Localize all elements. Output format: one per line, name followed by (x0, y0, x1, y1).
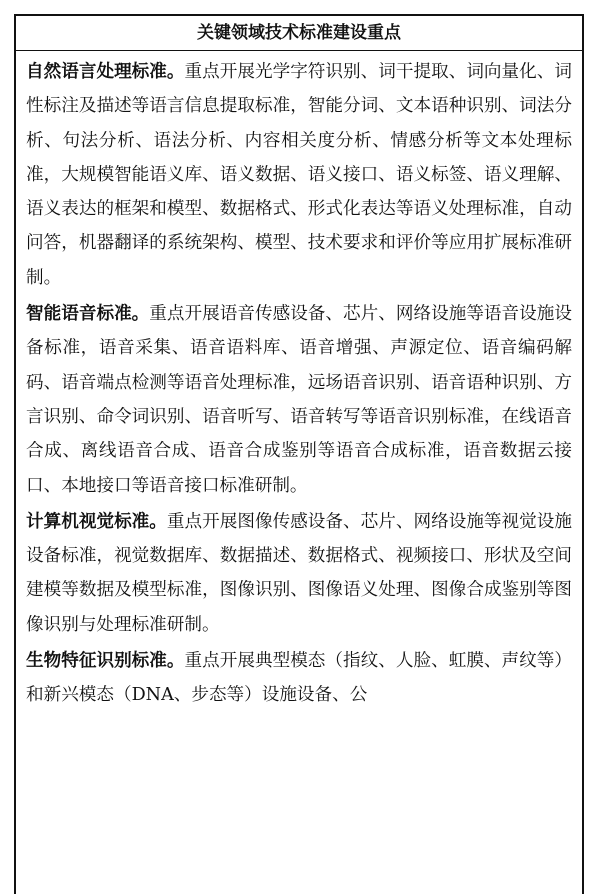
section-biometrics (26, 644, 572, 713)
section-text: 重点开展图像传感设备、芯片、网络设施等视觉设施设备标准，视觉数据库、数据描述、数据格式、视频接口、形状及空间建模等数据及模型标准，图像识别、图像语义处理、图像合成鉴别等图像识别与处理标准研制。 (26, 511, 572, 635)
section-heading: 计算机视觉标准。 (26, 510, 167, 532)
table-title: 关键领域技术标准建设重点 (16, 16, 582, 51)
section-text: 重点开展语音传感设备、芯片、网络设施等语音设施设备标准，语音采集、语音语料库、语音增强、声源定位、语音编码解码、语音端点检测等语音处理标准，远场语音识别、语音语种识别、方言识别、命令词识别、语音听写、语音转写等语音识别标准，在线语音合成、离线语音合成、语音合成鉴别等语音合成标准，语音数据云接口、本地接口等语音接口标准研制。 (26, 304, 572, 496)
section-speech (26, 297, 572, 503)
section-heading: 智能语音标准。 (26, 303, 150, 325)
section-heading: 生物特征识别标准。 (26, 650, 185, 672)
section-nlp (26, 55, 572, 295)
table-body (16, 51, 582, 713)
section-text: 重点开展光学字符识别、词干提取、词向量化、词性标注及描述等语言信息提取标准，智能分词、文本语种识别、词法分析、句法分析、语法分析、内容相关度分析、情感分析等文本处理标准，大规模智能语义库、语义数据、语义接口、语义标签、语义理解、语义表达的框架和模型、数据格式、形式化表达等语义处理标准，自动问答，机器翻译的系统架构、模型、技术要求和评价等应用扩展标准研制。 (26, 62, 572, 288)
section-heading: 自然语言处理标准。 (26, 61, 185, 82)
section-text: 重点开展典型模态（指纹、人脸、虹膜、声纹等）和新兴模态（DNA、步态等）设施设备、公 (26, 651, 572, 706)
section-vision (26, 505, 572, 642)
standards-table (14, 14, 584, 894)
